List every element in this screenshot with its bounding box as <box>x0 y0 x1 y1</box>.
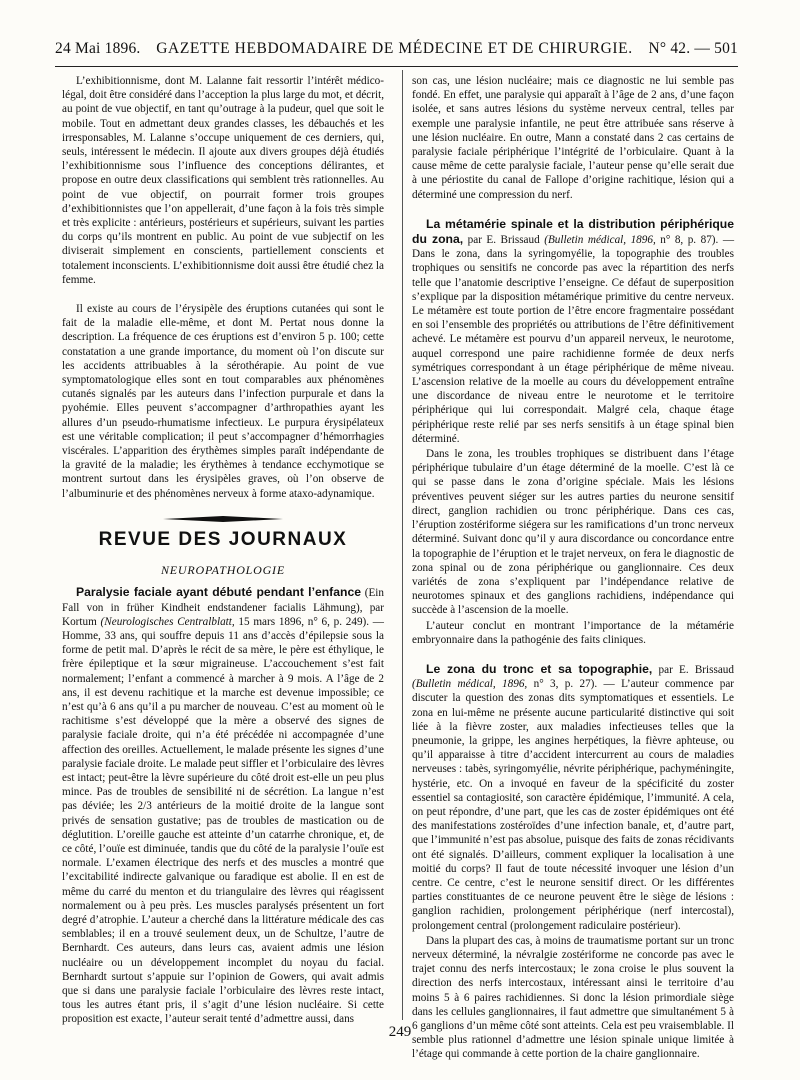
ornamental-divider <box>62 515 384 523</box>
article-author: par E. Brissaud <box>658 663 734 676</box>
article-body: — Dans le zona, dans la syringomyélie, la topographie des troubles trophiques ou sensitifs ne concorde pas avec la répartition des nerfs telle que l’anatomie descriptive l’enseigne. Ce défaut de superposition s’explique par la disposition métamérique primitive du centre nerveux. Le métamère est toute portion de l’être encore fragmentaire possédant en soi l’ensemble des propriétés ou attributions de l’être définitivement achevé. Le métamère est pourvu d’un appareil nerveux, le neurotome, auquel correspond une paire rachidienne formée de deux nerfs symétriques correspondant à un étage périphérique de même niveau. L’ascension relative de la moelle au cours du développement entraîne une discordance de niveau entre le neurotome et le territoire périphérique qui lui correspondait. Malgré cela, chaque étage périphérique reste relié par ses nerfs sensitifs à un étage spinal bien déterminé. <box>412 234 734 445</box>
article-body: — Homme, 33 ans, qui souffre depuis 11 ans d’accès d’épilepsie sous la forme de petit mal. D’après le récit de sa mère, le père est éthylique, le frère épileptique et la sœur migraineuse. L’accouchement s’est fait normalement; l’enfant a commencé à marcher à 9 mois. A l’âge de 2 ans, il est devenu rachitique et la marche est devenue impossible; ce n’est qu’à 6 ans qu’il a pu marcher de nouveau. C’est au moment où le rachitisme s’est développé que la mère a observé des signes de paralysie faciale droite, qui n’a été précédée ni accompagnée d’une affection des oreilles. Actuellement, le malade présente les signes d’une paralysie faciale droite. Le malade peut siffler et l’orbiculaire des lèvres est intact; peut-être la lèvre supérieure du côté droit est-elle un peu plus mince. Pas de troubles de sensibilité ni de sécrétion. La langue n’est pas déviée; les 2/3 antérieurs de la moitié droite de la langue sont privés de sensation gustative; pas de troubles de mastication ou de déglutition. L’oreille gauche est atteinte d’un catarrhe chronique, et, de ce côté, l’ouïe est diminuée, tandis que du côté de la paralysie l’ouïe est normale. L’examen électrique des nerfs et des muscles a montré que l’excitabilité indirecte galvanique ou faradique est abolie. Il en est de même du carré du menton et du triangulaire des lèvres qui réagissent normalement ou à peu près. Les muscles paralysés présentent un fort degré d’atrophie. L’auteur a cherché dans la littérature médicale des cas semblables; il en a trouvé seulement deux, un de Schultze, l’autre de Bernhardt. Ces auteurs, dans leurs cas, avaient admis une lésion nucléaire ou un développement incomplet du noyau du facial. Bernhardt surtout s’appuie sur l’opinion de Gowers, qui avait admis que si dans une paralysie faciale l’orbiculaire des lèvres reste intact, tous les autres étant pris, il s’agit d’une lésion nucléaire. Si cette proposition est exacte, l’auteur serait tenté d’admettre aussi, dans <box>62 615 384 1026</box>
article-journal: (Neurologisches Centralblatt, <box>100 615 235 628</box>
article-title: Le zona du tronc et sa topographie, <box>426 661 653 676</box>
running-header <box>55 38 738 60</box>
left-column <box>62 74 385 1026</box>
article-zona-tronc <box>412 662 734 933</box>
article-subtitle: (Ein Fall von in früher Kindheit endstandener facialis Lähmung), <box>62 587 385 614</box>
article-reference: 15 mars 1896, n° 6, p. 249). <box>238 615 370 628</box>
paragraph-exhibitionnisme: L’exhibitionnisme, dont M. Lalanne fait ressortir l’intérêt médico-légal, doit être considéré dans l’acception la plus large du mot, et décrit, au point de vue objectif, en tant qu’outrage à la pudeur, quel que soit le mobile. Tout en admettant deux grandes classes, les débauchés et les irresponsables, M. Lalanne s’occupe uniquement de ces derniers, qui, seuls, intéressent le médecin. Il ajoute aux divers groupes déjà étudiés l’exhibitionnisme sous l’influence des conceptions délirantes, et propose en outre deux classifications qui semblent très rationnelles. Au point de vue objectif, on pourrait former trois groupes d’exhibitionnistes que l’on appellerait, d’une façon à la fois très simple et très explicite : antérieurs, postérieurs et supérieurs, suivant les parties du corps qu’ils montrent en public. Au point de vue subjectif on les diviserait simplement en conscients, partiellement conscients et totalement inconscients. L’exhibitionnisme doit aussi être étudié chez la femme. <box>62 75 384 286</box>
paragraph-nevralgie: Dans la plupart des cas, à moins de traumatisme portant sur un tronc nerveux déterminé, la névralgie zostériforme ne concorde pas avec le trajet connu des nerfs intercostaux; le zona croise le plus souvent la direction des nerfs intercostaux, intéressant ainsi le territoire d’au moins 5 à 6 paires rachidiennes. Si donc la lésion primordiale siège dans les cellules ganglionnaires, il faut admettre que simultanément 5 à 6 ganglions d’un même côté sont atteints. Cela est peu vraisemblable. Il semble plus rationnel d’admettre une lésion spinale unique limitée à l’étage qui commande à cette portion de la chaire ganglionnaire. <box>412 934 734 1061</box>
article-paralysie-faciale <box>62 585 384 1026</box>
article-metamerie <box>412 217 734 446</box>
header-date: 24 Mai 1896. <box>55 40 141 57</box>
article-title: La métamérie spinale et la distribution périphérique du zona, <box>412 216 734 247</box>
paragraph-continuation: son cas, une lésion nucléaire; mais ce diagnostic ne lui semble pas fondé. En effet, une paralysie qui apparaît à l’âge de 2 ans, d’une façon isolée, et sans autres lésions du système nerveux central, telles par exemple une paralysie infantile, ne peut être attribuée sans réserve à une lésion nucléaire. En outre, Mann a constaté dans 2 cas certains de paralysie faciale périphérique l’intégrité de l’orbiculaire. Quant à la cause même de cette paralysie faciale, l’auteur pense qu’elle serait due à une périostite du canal de Fallope d’origine rachitique, lésion qui a déterminé une compression du nerf. <box>412 75 734 201</box>
article-author: par E. Brissaud <box>467 234 540 247</box>
section-heading-revue: REVUE DES JOURNAUX <box>98 528 348 550</box>
header-page-number: N° 42. — 501 <box>648 40 738 57</box>
page-folio: 249 <box>388 1024 412 1040</box>
paragraph-zona: Dans le zona, les troubles trophiques se distribuent dans l’étage périphérique tubulaire d’un étage déterminé de la moelle. C’est là ce qui se passe dans le zona d’origine spéciale. Mais les lésions préventives peuvent siéger sur les autres parties du neurone sensitif direct, ganglion rachidien ou tronc périphérique. Dans ces cas, l’éruption zostériforme siégera sur les ramifications d’un tronc nerveux déterminé. Suivant donc qu’il y aura discordance ou concordance entre la topographie de l’éruption et le trajet nerveux, on fera le diagnostic de zona spinal ou de zona périphérique ou ganglionnaire. Ces deux variétés de zona s’expliquent par l’indépendance relative de neurotomes spinaux et des ganglions rachidiens, indépendance qui succède à l’ascension de la moelle. <box>412 448 734 617</box>
article-title: Paralysie faciale ayant débuté pendant l’enfance <box>76 585 362 600</box>
paragraph-erysipele: Il existe au cours de l’érysipèle des éruptions cutanées qui sont le fait de la maladie elle-même, et dont M. Pertat nous donne la description. La fréquence de ces éruptions est d’environ 5 p. 100; cette constatation a une grande importance, du moment où l’on discute sur les accidents attribuables à la sérothérapie. Au point de vue symptomatologique elles sont en tout comparables aux phénomènes cutanés signalés par les auteurs dans l’infection purpurale et dans la pyohémie. Elles peuvent s’accompagner d’arthropathies ayant les allures d’un pseudo-rhumatisme infectieux. Le purpura érysipélateux est une véritable complication; il peut s’accompagner d’hémorrhagies viscérales. L’apparition des érythèmes simples paraît indépendante de la gravité de la maladie; les érythèmes à tendance ecchymotique se montrent surtout dans les érysipèles graves, où l’on observe de l’albuminurie et des phénomènes nerveux à forme ataxo-adynamique. <box>62 303 384 500</box>
paragraph-conclusion: L’auteur conclut en montrant l’importance de la métamérie embryonnaire dans la pathogénie des faits cliniques. <box>412 619 734 646</box>
article-journal: (Bulletin médical, 1896, <box>544 234 656 247</box>
article-author: par Kortum <box>62 601 384 628</box>
header-rule <box>55 66 738 67</box>
article-reference: n° 8, p. 87). <box>660 234 719 247</box>
subsection-heading: NEUROPATHOLOGIE <box>160 563 285 578</box>
article-journal: (Bulletin médical, 1896, <box>412 678 528 691</box>
right-column <box>412 74 735 1061</box>
header-title: GAZETTE HEBDOMADAIRE DE MÉDECINE ET DE CHIRURGIE. <box>156 40 633 57</box>
column-divider <box>402 70 403 1020</box>
article-reference: n° 3, p. 27). <box>533 678 598 691</box>
article-body: — L’auteur commence par discuter la question des zonas dits symptomatiques et essentiels. Le zona en lui-même ne présente aucune particularité distinctive qui soit liée à la fièvre zoster, aux maladies infectieuses telles que la pneumonie, la grippe, les angines herpétiques, la fièvre aphteuse, ou qu’il apparaisse à titre d’accident intercurrent au cours de maladies nerveuses : tabès, syringomyélie, névrite périphérique, pachyméningite, hystérie, etc. On a invoqué en faveur de la spécificité du zoster essentiel sa contagiosité, son caractère épidémique, l’immunité. A cela, on peut répondre, d’une part, que les cas de zoster épidémiques ont été des manifestations zostéroïdes d’une infection banale, et, d’autre part, que l’immunité n’est pas absolue, puisque des faits de zonas récidivants ont été signalés. D’ailleurs, comment expliquer la localisation à une moitié du corps? Il faut de toute nécessité invoquer une lésion d’un centre. Ce centre, c’est le neurone sensitif direct. Or les différentes parties constituantes de ce neurone peuvent être le siège de lésions : ganglion rachidien, prolongement périphérique (nerf intercostal), prolongement central (prolongement radiculaire postérieur). <box>412 678 735 932</box>
